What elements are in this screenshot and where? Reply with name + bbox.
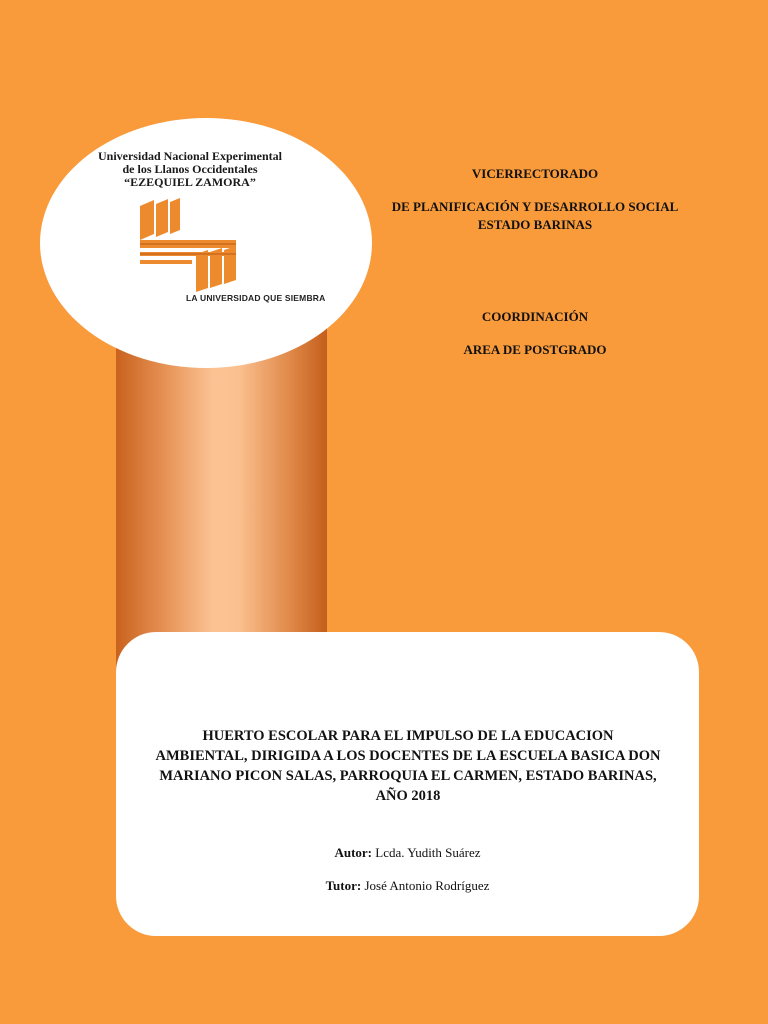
- university-logo-icon: [136, 196, 240, 292]
- university-name-line-2: de los Llanos Occidentales: [122, 162, 258, 176]
- thesis-title-line-2: AMBIENTAL, DIRIGIDA A LOS DOCENTES DE LA ESCUELA BASICA DON: [155, 748, 661, 764]
- thesis-title-line-1: HUERTO ESCOLAR PARA EL IMPULSO DE LA EDUCACION: [202, 728, 614, 744]
- coordination-heading: COORDINACIÓN: [481, 309, 589, 324]
- tutor-line: [116, 877, 699, 895]
- planning-area-line-2: ESTADO BARINAS: [477, 217, 593, 232]
- tutor-label: Tutor:: [325, 878, 362, 893]
- tutor-name: José Antonio Rodríguez: [364, 878, 490, 893]
- postgraduate-area-heading: AREA DE POSTGRADO: [463, 342, 607, 357]
- author-line: [116, 844, 699, 862]
- university-name-line-1: Universidad Nacional Experimental: [97, 149, 282, 163]
- thesis-title-line-3: MARIANO PICON SALAS, PARROQUIA EL CARMEN, ESTADO BARINAS,: [159, 768, 657, 784]
- thesis-title: [140, 726, 676, 806]
- vicerrectorado-heading: VICERRECTORADO: [471, 166, 599, 181]
- university-name-line-3: “EZEQUIEL ZAMORA”: [124, 175, 256, 189]
- author-name: Lcda. Yudith Suárez: [375, 845, 481, 860]
- thesis-title-line-4: AÑO 2018: [375, 788, 441, 804]
- author-label: Autor:: [334, 845, 372, 860]
- university-slogan: LA UNIVERSIDAD QUE SIEMBRA: [186, 293, 326, 303]
- planning-area-line-1: DE PLANIFICACIÓN Y DESARROLLO SOCIAL: [391, 199, 679, 214]
- university-name: [80, 150, 300, 189]
